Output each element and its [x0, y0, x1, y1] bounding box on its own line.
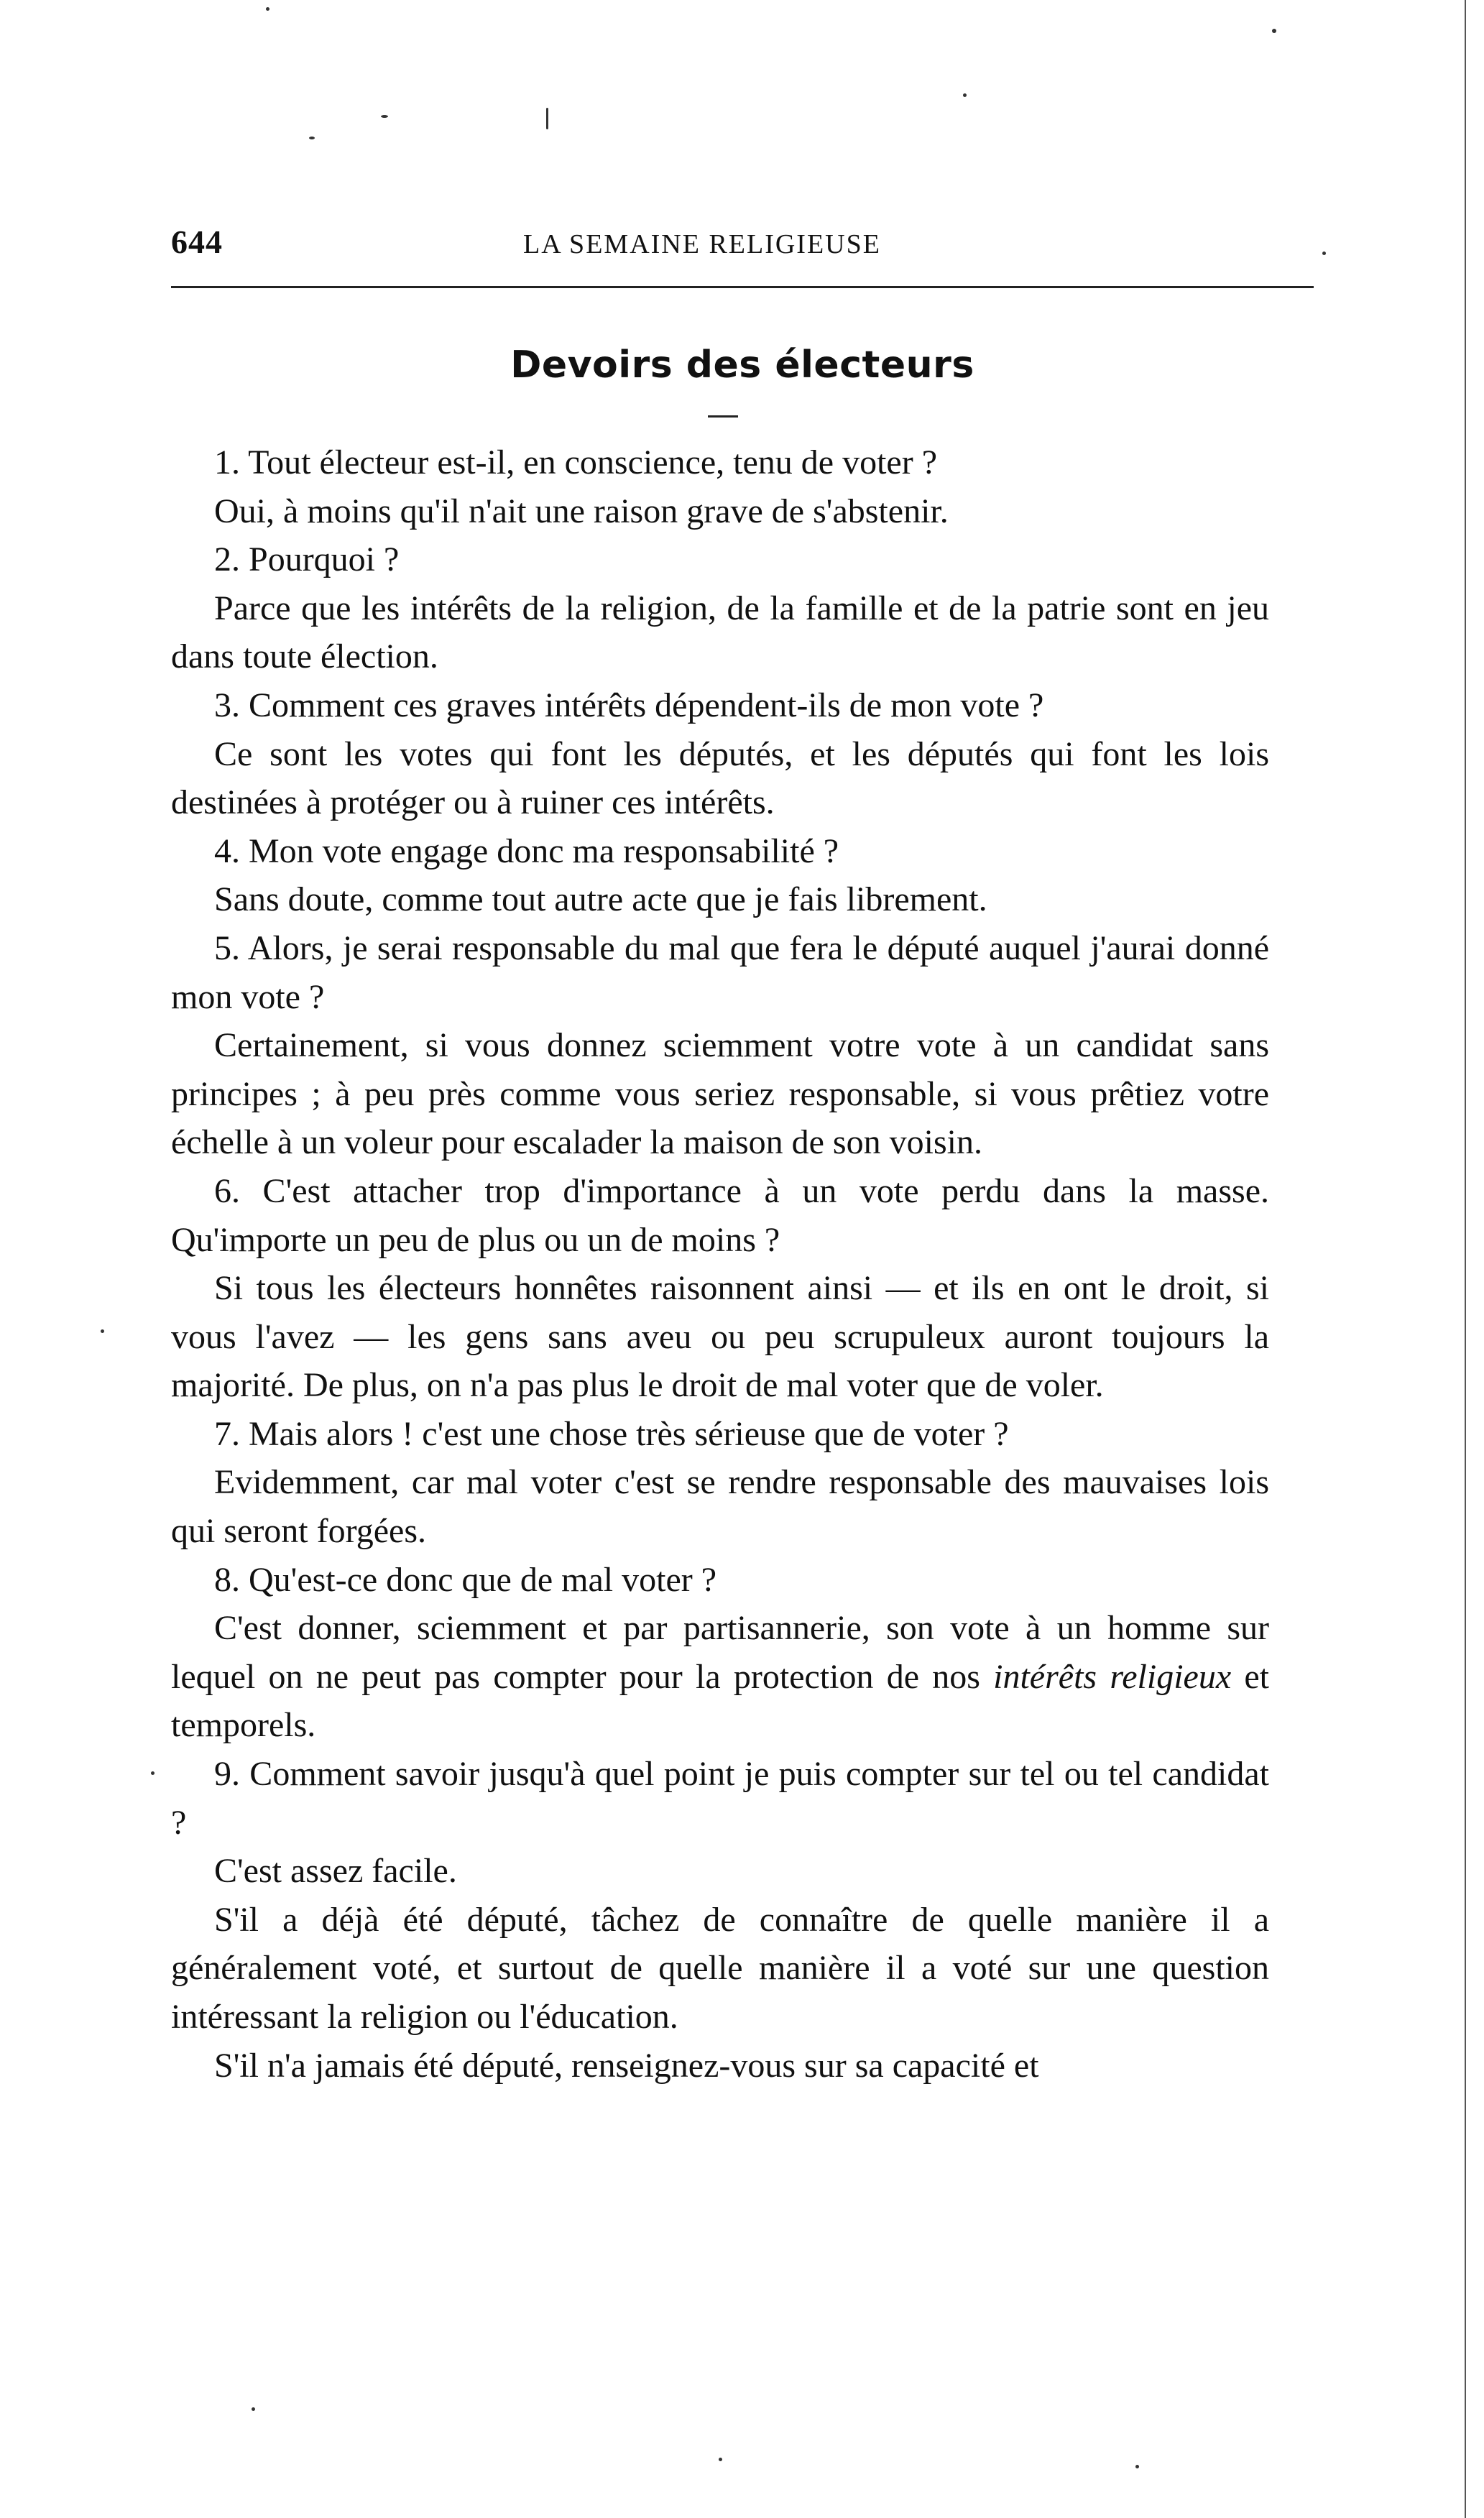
paragraph: 6. C'est attacher trop d'importance à un vote perdu dans la masse. Qu'importe un peu de plus ou un de moins ? — [171, 1171, 1269, 1259]
paragraph — [171, 1604, 1269, 1750]
paragraph: Evidemment, car mal voter c'est se rendre responsable des mauvaises lois qui seront forgées. — [171, 1463, 1269, 1551]
scan-speck — [381, 115, 388, 118]
running-title: LA SEMAINE RELIGIEUSE — [523, 229, 881, 259]
paragraph: 9. Comment savoir jusqu'à quel point je puis compter sur tel ou tel candidat ? — [171, 1755, 1269, 1842]
scan-speck — [101, 1329, 104, 1333]
scan-speck — [266, 7, 269, 11]
paragraph: 7. Mais alors ! c'est une chose très sérieuse que de voter ? — [214, 1414, 1009, 1453]
scan-speck — [1322, 252, 1326, 255]
paragraph: Sans doute, comme tout autre acte que je fais librement. — [214, 880, 987, 919]
scan-speck — [309, 137, 315, 139]
paragraph: 3. Comment ces graves intérêts dépendent-ils de mon vote ? — [214, 686, 1044, 724]
paragraph: 5. Alors, je serai responsable du mal que fera le député auquel j'aurai donné mon vote ? — [171, 928, 1269, 1016]
scan-speck — [1135, 2465, 1139, 2468]
scan-speck — [546, 108, 548, 129]
page-edge-line — [1465, 0, 1466, 2518]
paragraph-text: et temporels. — [171, 1657, 1270, 1745]
paragraph: Certainement, si vous donnez sciemment votre vote à un candidat sans principes ; à peu près comme vous seriez responsable, si vous prêtiez votre échelle à un voleur pour escalader la maison de son voisin. — [171, 1026, 1269, 1162]
title-dash — [708, 415, 738, 418]
paragraph-text: C'est donner, sciemment et par partisannerie, son vote à un homme sur lequel on ne peut pas compter pour la protection de nos — [171, 1609, 1269, 1696]
header-rule — [171, 286, 1314, 288]
paragraph: S'il a déjà été député, tâchez de connaître de quelle manière il a généralement voté, et surtout de quelle manière il a voté sur une question intéressant la religion ou l'éducation. — [171, 1900, 1269, 2036]
section-title: Devoirs des électeurs — [510, 343, 974, 387]
scan-speck — [963, 93, 967, 97]
paragraph: C'est assez facile. — [214, 1852, 457, 1891]
paragraph: Si tous les électeurs honnêtes raisonnent ainsi — et ils en ont le droit, si vous l'avez — les gens sans aveu ou peu scrupuleux auront toujours la majorité. De plus, on n'a pas plus le droit de mal voter que de voler. — [171, 1269, 1269, 1405]
page-number: 644 — [171, 223, 223, 260]
paragraph: Ce sont les votes qui font les députés, et les députés qui font les lois destinées à protéger ou à ruiner ces intérêts. — [171, 734, 1269, 822]
body-text — [171, 438, 1269, 2090]
scan-speck — [719, 2458, 722, 2461]
scan-speck — [252, 2407, 255, 2411]
paragraph: 1. Tout électeur est-il, en conscience, tenu de voter ? — [214, 443, 938, 481]
paragraph: 2. Pourquoi ? — [214, 540, 400, 579]
paragraph: S'il n'a jamais été député, renseignez-vous sur sa capacité et — [214, 2046, 1039, 2085]
italic-phrase: intérêts religieux — [993, 1657, 1232, 1696]
paragraph: 8. Qu'est-ce donc que de mal voter ? — [214, 1560, 717, 1599]
scan-speck — [151, 1771, 155, 1775]
page-header — [171, 208, 1314, 273]
paragraph: Parce que les intérêts de la religion, de la famille et de la patrie sont en jeu dans toute élection. — [171, 589, 1269, 676]
paragraph: Oui, à moins qu'il n'ait une raison grave de s'abstenir. — [214, 492, 949, 530]
scan-speck — [1272, 29, 1276, 33]
paragraph: 4. Mon vote engage donc ma responsabilité ? — [214, 831, 839, 870]
